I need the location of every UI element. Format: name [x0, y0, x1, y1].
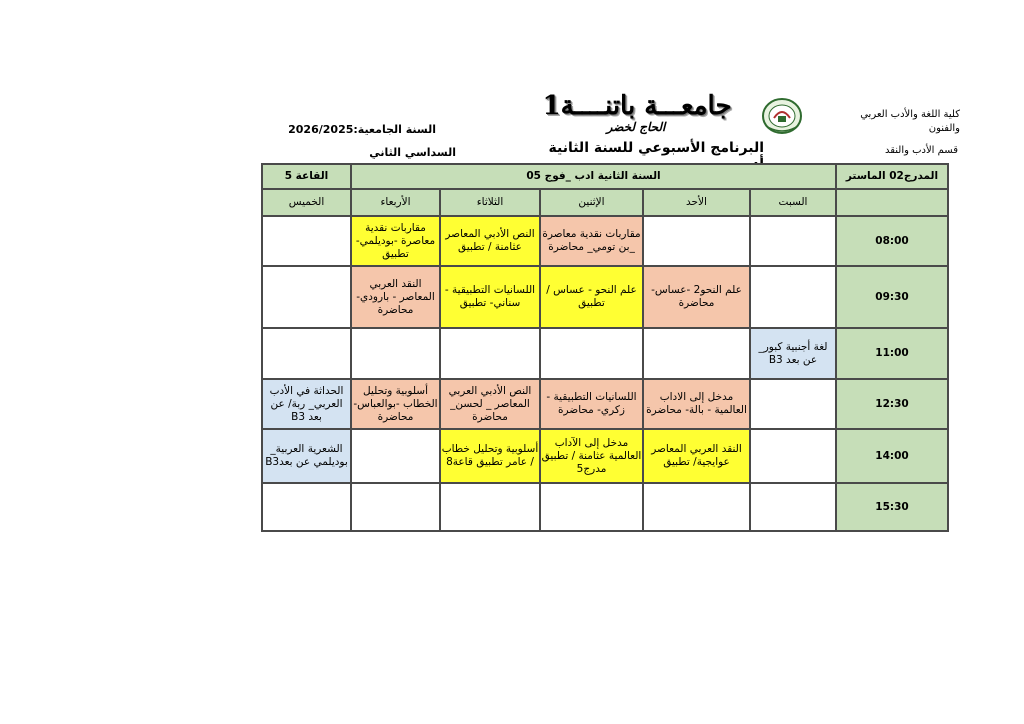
time-slot: 08:00 — [836, 216, 948, 266]
schedule-cell — [750, 483, 836, 531]
table-row — [262, 483, 948, 531]
day-header-empty — [836, 189, 948, 216]
schedule-cell: النص الأدبي المعاصر عثامنة / تطبيق — [440, 216, 540, 266]
schedule-cell — [750, 429, 836, 483]
table-row — [262, 429, 948, 483]
semester-label: السداسي الثاني — [369, 146, 456, 159]
table-title-row — [262, 164, 948, 189]
schedule-cell: الحداثة في الأدب العربي_ ربة/ عن بعد B3 — [262, 379, 351, 429]
academic-year: السنة الجامعية:2026/2025 — [288, 123, 436, 136]
hall-label-room: القاعة 5 — [262, 164, 351, 189]
schedule-cell: اللسانيات التطبيقية - سناني- تطبيق — [440, 266, 540, 328]
time-slot: 09:30 — [836, 266, 948, 328]
table-row — [262, 266, 948, 328]
schedule-cell — [351, 328, 440, 379]
university-subtitle: الحاج لخضر — [606, 120, 666, 134]
hall-label-amphi: المدرج02 الماستر — [836, 164, 948, 189]
schedule-cell: علم النحو - عساس / تطبيق — [540, 266, 643, 328]
schedule-cell — [262, 483, 351, 531]
day-header-tuesday: الثلاثاء — [440, 189, 540, 216]
weekly-schedule-table — [261, 163, 949, 532]
schedule-cell — [750, 379, 836, 429]
time-slot: 15:30 — [836, 483, 948, 531]
table-row — [262, 328, 948, 379]
schedule-cell: الشعرية العربية_ بوديلمي عن بعدB3 — [262, 429, 351, 483]
schedule-cell — [643, 483, 750, 531]
group-title: السنة الثانية ادب _فوج 05 — [351, 164, 836, 189]
schedule-cell: اللسانيات التطبيقية - زكري- محاضرة — [540, 379, 643, 429]
schedule-cell — [540, 328, 643, 379]
day-header-saturday: السبت — [750, 189, 836, 216]
university-logo-icon — [760, 96, 804, 136]
time-slot: 12:30 — [836, 379, 948, 429]
schedule-cell: لغة أجنبية كبور_ عن بعد B3 — [750, 328, 836, 379]
schedule-cell: النص الأدبي العربي المعاصر _ لحسن_ محاضرة — [440, 379, 540, 429]
program-title: البرنامج الأسبوعي للسنة الثانية — [548, 140, 764, 156]
table-row — [262, 379, 948, 429]
schedule-cell: مدخل إلى الآداب العالمية عثامنة / تطبيق مدرج5 — [540, 429, 643, 483]
schedule-cell — [750, 216, 836, 266]
faculty-name: كلية اللغة والأدب العربي والفنون — [860, 109, 960, 134]
schedule-cell: مقاربات نقدية معاصرة -بوديلمي- تطبيق — [351, 216, 440, 266]
schedule-cell — [540, 483, 643, 531]
day-header-wednesday: الأربعاء — [351, 189, 440, 216]
schedule-cell — [262, 266, 351, 328]
time-slot: 14:00 — [836, 429, 948, 483]
schedule-cell: أسلوبية وتحليل خطاب / عامر تطبيق قاعة8 — [440, 429, 540, 483]
time-slot: 11:00 — [836, 328, 948, 379]
schedule-cell — [351, 429, 440, 483]
schedule-cell: النقد العربي المعاصر عوايجية/ تطبيق — [643, 429, 750, 483]
schedule-cell — [351, 483, 440, 531]
schedule-cell — [262, 216, 351, 266]
schedule-cell: أسلوبية وتحليل الخطاب -بوالعباس- محاضرة — [351, 379, 440, 429]
day-header-sunday: الأحد — [643, 189, 750, 216]
schedule-cell: النقد العربي المعاصر - بارودي- محاضرة — [351, 266, 440, 328]
schedule-cell — [440, 328, 540, 379]
schedule-cell: مقاربات نقدية معاصرة _بن تومي_ محاضرة — [540, 216, 643, 266]
schedule-cell — [262, 328, 351, 379]
schedule-cell — [643, 216, 750, 266]
table-row — [262, 216, 948, 266]
schedule-cell — [643, 328, 750, 379]
university-name: جامعـــة باتنــــة1 — [542, 91, 732, 121]
department-name: قسم الأدب والنقد — [884, 145, 958, 156]
day-header-monday: الإثنين — [540, 189, 643, 216]
schedule-cell: مدخل إلى الاداب العالمية - بالة- محاضرة — [643, 379, 750, 429]
day-header-thursday: الخميس — [262, 189, 351, 216]
days-header-row — [262, 189, 948, 216]
schedule-cell — [440, 483, 540, 531]
schedule-cell: علم النحو2 -عساس- محاضرة — [643, 266, 750, 328]
schedule-cell — [750, 266, 836, 328]
